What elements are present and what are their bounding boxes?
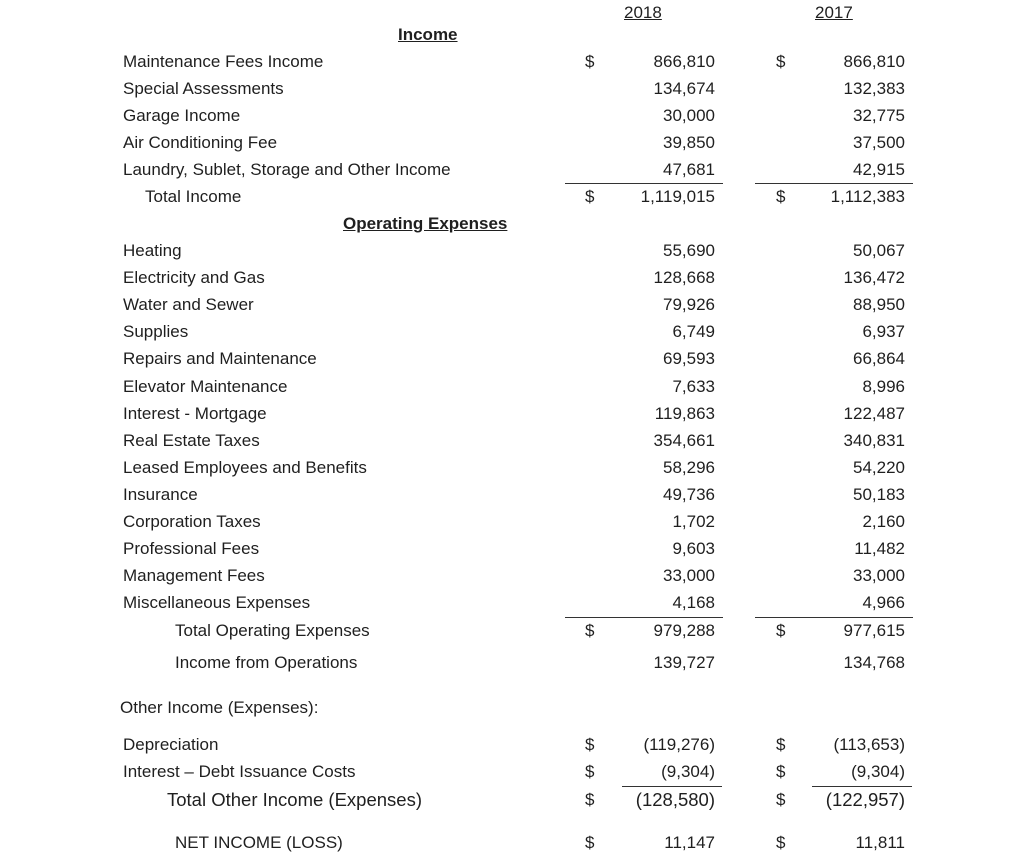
value-2018: 134,674 [653,79,715,98]
value-2018: 47,681 [663,160,715,179]
value-2018: 49,736 [663,484,715,504]
value-2018: 9,603 [672,539,715,559]
value-2017: 66,864 [853,349,905,369]
expense-row-label: Miscellaneous Expenses [123,593,311,613]
expense-row-label: Management Fees [123,566,265,586]
value-2018: 7,633 [672,376,715,396]
expense-row-label: Professional Fees [123,539,260,559]
value-2018: 39,850 [663,133,715,152]
value-2018: (9,304) [661,762,715,781]
value-2017: (113,653) [833,735,905,754]
value-2018: (119,276) [643,735,715,754]
total-income-rule-2018 [565,183,723,184]
expense-row-label: Interest - Mortgage [123,403,267,423]
income-row-label: Garage Income [123,106,241,125]
value-2018: 69,593 [663,349,715,369]
value-2017: 866,810 [843,52,905,71]
value-2018: 55,690 [663,241,715,260]
income-heading: Income [398,25,458,44]
currency-symbol-2017: $ [776,762,786,781]
value-2018: 33,000 [663,566,715,586]
income-row-label: Air Conditioning Fee [123,133,278,152]
income-from-operations-label: Income from Operations [175,653,358,672]
currency-symbol-2017: $ [776,790,786,809]
expense-row-label: Heating [123,241,182,260]
total-other-rule-2017 [812,786,912,787]
expense-row-label: Electricity and Gas [123,268,265,288]
value-2017: 54,220 [853,457,905,477]
expense-row-label: Elevator Maintenance [123,376,288,396]
value-2017: 977,615 [843,621,905,640]
expense-row-label: Supplies [123,322,189,342]
value-2018: 79,926 [663,295,715,315]
value-2017: 6,937 [862,322,905,342]
value-2017: 37,500 [853,133,905,152]
value-2017: 122,487 [843,403,905,423]
value-2018: 11,147 [664,833,715,852]
currency-symbol-2018: $ [585,762,595,781]
total-other-rule-2018 [622,786,722,787]
value-2018: 30,000 [663,106,715,125]
expense-row-label: Real Estate Taxes [123,430,260,450]
value-2017: (9,304) [851,762,905,781]
expense-row-label: Repairs and Maintenance [123,349,317,369]
currency-symbol-2018: $ [585,187,595,206]
currency-symbol-2018: $ [585,833,595,852]
expense-row-label: Corporation Taxes [123,512,261,531]
income-row-label: Maintenance Fees Income [123,52,324,71]
value-2017: 42,915 [853,160,905,179]
value-2018: 139,727 [653,653,715,672]
value-2017: 33,000 [853,566,905,586]
value-2017: 132,383 [843,79,905,98]
value-2017: 32,775 [853,106,905,125]
value-2018: 979,288 [653,621,715,640]
expense-row-label: Insurance [123,484,198,504]
total-income-label: Total Income [145,187,242,206]
value-2018: 128,668 [653,268,715,288]
currency-symbol-2018: $ [585,621,595,640]
value-2017: 1,112,383 [830,187,905,206]
value-2017: (122,957) [825,789,905,810]
value-2017: 2,160 [862,512,905,531]
currency-symbol-2017: $ [776,621,786,640]
value-2017: 88,950 [853,295,905,315]
value-2018: 1,702 [672,512,715,531]
total-operating-expenses-label: Total Operating Expenses [175,621,370,640]
total-other-income-label: Total Other Income (Expenses) [167,789,422,810]
value-2018: 6,749 [672,322,715,342]
currency-symbol-2017: $ [776,187,786,206]
income-row-label: Laundry, Sublet, Storage and Other Income [123,160,451,179]
value-2018: 4,168 [672,593,715,613]
currency-symbol-2018: $ [585,790,595,809]
value-2018: 354,661 [653,430,715,450]
other-row-label: Depreciation [123,735,219,754]
currency-symbol-2017: $ [776,52,786,71]
currency-symbol-2017: $ [776,735,786,754]
value-2018: 1,119,015 [640,187,715,206]
total-income-rule-2017 [755,183,913,184]
value-2017: 50,067 [853,241,905,260]
total-expenses-rule-2018 [565,617,723,618]
other-income-heading: Other Income (Expenses): [120,698,319,717]
value-2018: (128,580) [635,789,715,810]
currency-symbol-2017: $ [776,833,786,852]
column-header-2017: 2017 [815,3,853,22]
currency-symbol-2018: $ [585,735,595,754]
value-2017: 50,183 [853,484,905,504]
expense-row-label: Leased Employees and Benefits [123,457,367,477]
other-row-label: Interest – Debt Issuance Costs [123,762,356,781]
value-2018: 866,810 [653,52,715,71]
net-income-label: NET INCOME (LOSS) [175,833,343,852]
value-2017: 340,831 [843,430,905,450]
value-2017: 136,472 [843,268,905,288]
value-2017: 11,482 [854,539,905,559]
value-2017: 8,996 [862,376,905,396]
total-expenses-rule-2017 [755,617,913,618]
expense-row-label: Water and Sewer [123,295,254,315]
value-2018: 119,863 [654,403,715,423]
operating-expenses-heading: Operating Expenses [343,214,508,233]
value-2017: 11,811 [855,833,905,852]
column-header-2018: 2018 [624,3,662,22]
currency-symbol-2018: $ [585,52,595,71]
value-2018: 58,296 [663,457,715,477]
value-2017: 4,966 [862,593,905,613]
income-row-label: Special Assessments [123,79,284,98]
value-2017: 134,768 [843,653,905,672]
